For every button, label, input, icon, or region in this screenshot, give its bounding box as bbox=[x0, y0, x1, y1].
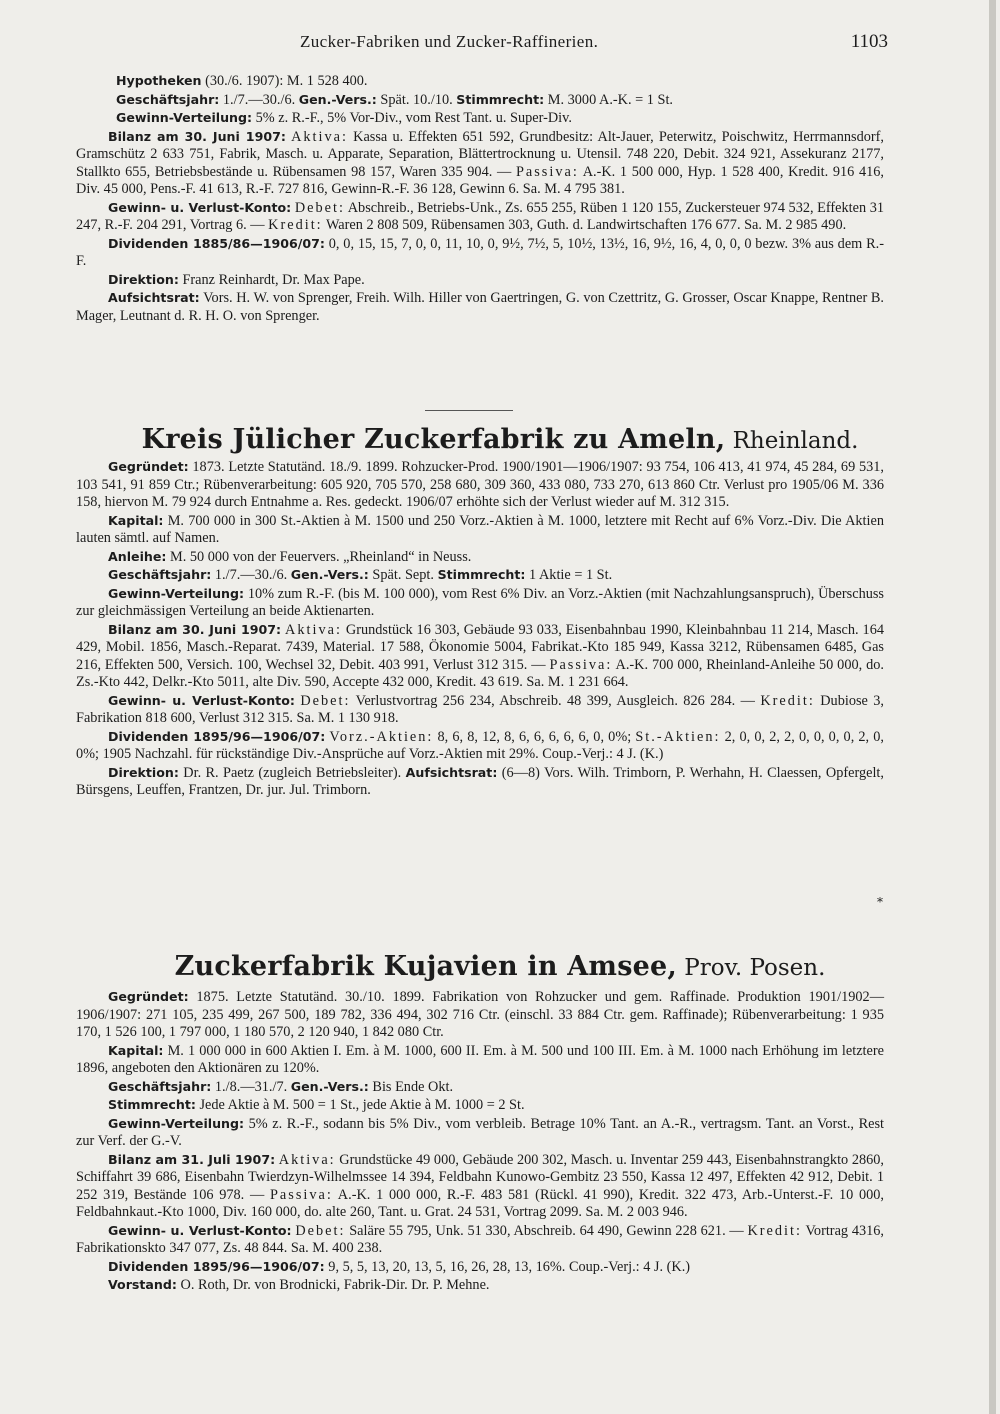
meeting-line: Geschäftsjahr: 1./7.—30./6. Gen.-Vers.: Spät. Sept. Stimmrecht: 1 Aktie = 1 St. bbox=[108, 567, 613, 583]
balance-sheet: Bilanz am 30. Juni 1907: Aktiva: Grundstück 16 303, Gebäude 93 033, Eisenbahnbau 1990, Kleinbahnbau 11 214, Masch. 164 429, Mobil. 1856, Masch.-Reparat. 7439, Material. 17 588, Ökonomie 5004, Fabrikat.-Kto 185 949, Kassa 3212, Rübensamen 6485, Gas 216, Effekten 500, Versich. 100, Wechsel 32, Debit. 403 991, Verlust 312 315. — Passiva: A.-K. 700 000, Rheinland-Anleihe 50 000, do. Zs.-Kto 442, Delkr.-Kto 5011, alte Div. 590, Accepte 432 000, Kredit. 43 619. Sa. M. 1 231 664. bbox=[76, 621, 884, 690]
profit-distribution: Gewinn-Verteilung: 5% z. R.-F., 5% Vor-Div., vom Rest Tant. u. Super-Div. bbox=[116, 110, 572, 126]
supervisory-board: Aufsichtsrat: Vors. H. W. von Sprenger, Freih. Wilh. Hiller von Gaertringen, G. von Czettritz, G. Grosser, Oscar Knappe, Rentner B. Mager, Leutnant d. R. H. O. von Sprenger. bbox=[76, 290, 884, 324]
dividends: Dividenden 1895/96—1906/07: Vorz.-Aktien: 8, 6, 8, 12, 8, 6, 6, 6, 6, 6, 0, 0%; St.-Aktien: 2, 0, 0, 2, 2, 0, 0, 0, 0, 2, 0, 0%; 1905 Nachzahl. für rückständige Div.-Ansprüche auf Vorz.-Aktien mit 29%. Coup.-Verj.: 4 J. (K.) bbox=[76, 728, 884, 762]
profit-distribution: Gewinn-Verteilung: 5% z. R.-F., sodann bis 5% Div., vom verbleib. Betrage 10% Tant. an A.-R., vertragsm. Tant. an Vorst., Rest zur Verf. der G.-V. bbox=[76, 1115, 884, 1149]
hypotheken-line: Hypotheken (30./6. 1907): M. 1 528 400. bbox=[116, 73, 368, 89]
profit-loss-account: Gewinn- u. Verlust-Konto: Debet: Verlustvortrag 256 234, Abschreib. 48 399, Ausgleich. 826 284. — Kredit: Dubiose 3, Fabrikation 818 600, Verlust 312 315. Sa. M. 1 130 918. bbox=[76, 692, 885, 726]
founded: Gegründet: 1873. Letzte Statutänd. 18./9. 1899. Rohzucker-Prod. 1900/1901—1906/1907: 93 754, 106 413, 41 974, 45 284, 69 531, 103 541, 91 859 Ctr.; Rübenverarbeitung: 605 920, 705 570, 258 680, 309 360, 433 080, 733 270, 613 860 Ctr. Verlust pro 1905/06 M. 336 158, hiervon M. 79 924 durch Entnahme a. Res. gedeckt. 1906/07 erhöhte sich der Verlust wieder auf M. 312 315. bbox=[76, 459, 884, 510]
direction-and-board: Direktion: Dr. R. Paetz (zugleich Betriebsleiter). Aufsichtsrat: (6—8) Vors. Wilh. Trimborn, P. Werhahn, H. Claessen, Opfergelt, Bürsgens, Leuffen, Frantzen, Dr. jur. Jul. Trimborn. bbox=[76, 764, 884, 798]
direction: Direktion: Franz Reinhardt, Dr. Max Pape. bbox=[108, 271, 365, 288]
voting-right: Stimmrecht: Jede Aktie à M. 500 = 1 St., jede Aktie à M. 1000 = 2 St. bbox=[108, 1097, 525, 1113]
entry-kujavien bbox=[76, 988, 884, 1295]
page-number: 1103 bbox=[850, 31, 888, 52]
profit-loss-account: Gewinn- u. Verlust-Konto: Debet: Abschreib., Betriebs-Unk., Zs. 655 255, Rüben 1 120 155, Zuckersteuer 974 532, Effekten 31 247, R.-F. 204 291, Vortrag 6. — Kredit: Waren 2 808 509, Rübensamen 303, Guth. d. Landwirtschaften 176 677. Sa. M. 2 985 490. bbox=[76, 199, 884, 233]
balance-sheet: Bilanz am 30. Juni 1907: Aktiva: Kassa u. Effekten 651 592, Grundbesitz: Alt-Jauer, Peterwitz, Poischwitz, Herrmannsdorf, Gramschütz 2 633 751, Fabrik, Masch. u. Apparate, Separation, Blättertrocknung u. Utensil. 748 220, Debit. 324 921, Assekuranz 2177, Stallkto 655, Betriebsbestände u. Rübensamen 98 157, Waren 335 904. — Passiva: A.-K. 1 500 000, Hyp. 1 528 400, Kredit. 916 416, Div. 45 000, Pens.-F. 41 613, R.-F. 727 816, Gewinn-R.-F. 36 128, Gewinn 6. Sa. M. 4 795 381. bbox=[76, 128, 884, 197]
profit-distribution: Gewinn-Verteilung: 10% zum R.-F. (bis M. 100 000), vom Rest 6% Div. an Vorz.-Aktien (mit Nachzahlungsanspruch), Überschuss zur gleichmässigen Verteilung an beide Aktienarten. bbox=[76, 585, 884, 619]
loan: Anleihe: M. 50 000 von der Feuervers. „Rheinland“ in Neuss. bbox=[108, 548, 472, 565]
meeting-line: Geschäftsjahr: 1./7.—30./6. Gen.-Vers.: Spät. 10./10. Stimmrecht: M. 3000 A.-K. = 1 St. bbox=[116, 91, 673, 108]
board-of-management: Vorstand: O. Roth, Dr. von Brodnicki, Fabrik-Dir. Dr. P. Mehne. bbox=[108, 1277, 490, 1293]
company-heading-ameln: Kreis Jülicher Zuckerfabrik zu Ameln, Rheinland. bbox=[141, 424, 859, 455]
dividends: Dividenden 1885/86—1906/07: 0, 0, 15, 15, 7, 0, 0, 11, 10, 0, 9½, 7½, 5, 10½, 13½, 16, 9½, 16, 4, 0, 0, 0 bezw. 3% aus dem R.-F. bbox=[76, 235, 884, 269]
balance-sheet: Bilanz am 31. Juli 1907: Aktiva: Grundstücke 49 000, Gebäude 200 302, Masch. u. Inventar 259 443, Eisenbahnstrangkto 2860, Schiffahrt 39 686, Eisenbahn Twierdzyn-Wilhelmssee 14 394, Feldbahn Kunowo-Gembitz 23 550, Kassa 12 497, Effekten 42 912, Debit. 1 252 319, Bestände 106 978. — Passiva: A.-K. 1 000 000, R.-F. 483 581 (Rückl. 41 990), Kredit. 322 473, Arb.-Unterst.-F. 10 000, Feldbahnkaut.-Kto 1000, Div. 160 000, do. alte 260, Tant. u. Grat. 24 531, Vortrag 2099. Sa. M. 2 003 946. bbox=[76, 1151, 885, 1220]
scan-edge bbox=[989, 0, 996, 1414]
meeting-line: Geschäftsjahr: 1./8.—31./7. Gen.-Vers.: Bis Ende Okt. bbox=[108, 1078, 454, 1095]
running-title: Zucker-Fabriken und Zucker-Raffinerien. bbox=[300, 32, 599, 51]
running-head bbox=[0, 32, 1000, 58]
profit-loss-account: Gewinn- u. Verlust-Konto: Debet: Saläre 55 795, Unk. 51 330, Abschreib. 64 490, Gewinn 228 621. — Kredit: Vortrag 4316, Fabrikationskto 347 077, Zs. 48 844. Sa. M. 400 238. bbox=[76, 1222, 884, 1256]
company-heading-kujavien: Zuckerfabrik Kujavien in Amsee, Prov. Posen. bbox=[174, 951, 826, 982]
capital: Kapital: M. 1 000 000 in 600 Aktien I. Em. à M. 1000, 600 II. Em. à M. 500 und 100 III. Em. à M. 1000 nach Erhöhung im letztere 1896, angeboten den Aktionären zu 120%. bbox=[76, 1042, 884, 1076]
founded: Gegründet: 1875. Letzte Statutänd. 30./10. 1899. Fabrikation von Rohzucker und gem. Raffinade. Produktion 1901/1902—1906/1907: 271 105, 235 499, 267 500, 189 782, 336 494, 302 716 Ctr. (einschl. 33 884 Ctr. gem. Raffinade); Rübenverarbeitung: 1 935 170, 1 526 100, 1 797 000, 1 180 570, 2 120 940, 1 842 080 Ctr. bbox=[76, 989, 884, 1040]
section-divider bbox=[425, 410, 513, 411]
dividends: Dividenden 1895/96—1906/07: 9, 5, 5, 13, 20, 13, 5, 16, 26, 28, 13, 16%. Coup.-Verj.: 4 J. (K.) bbox=[108, 1258, 691, 1275]
capital: Kapital: M. 700 000 in 300 St.-Aktien à M. 1500 und 250 Vorz.-Aktien à M. 1000, letztere mit Recht auf 6% Vorz.-Div. Die Aktien lauten sämtl. auf Namen. bbox=[76, 512, 884, 546]
footnote-mark: * bbox=[877, 895, 883, 909]
entry-ameln bbox=[76, 458, 884, 800]
entry-continuation bbox=[76, 72, 884, 325]
